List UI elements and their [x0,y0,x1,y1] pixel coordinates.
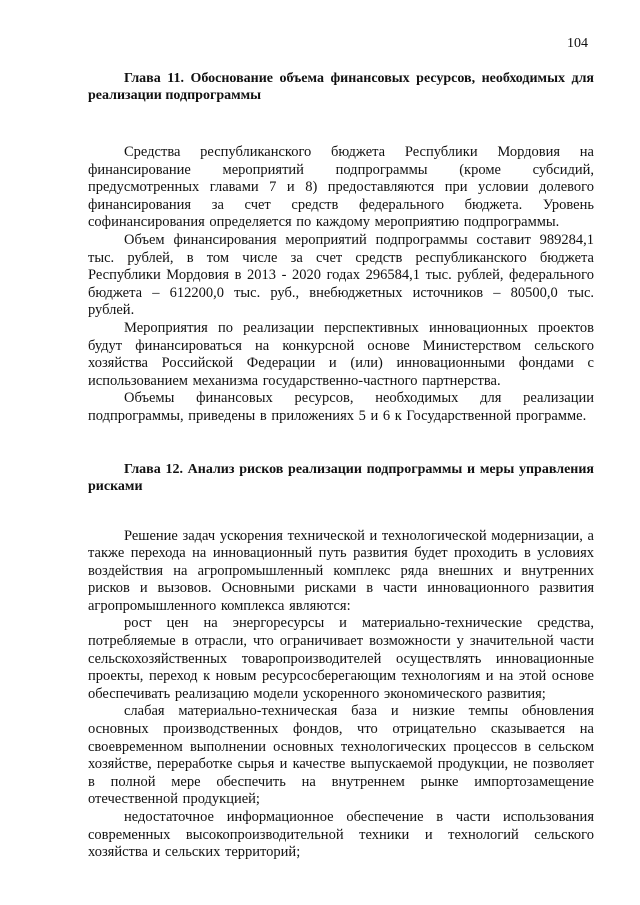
chapter-12-title: Глава 12. Анализ рисков реализации подпрограммы и меры управления рисками [88,461,594,494]
chapter-11 [88,70,594,426]
paragraph: Мероприятия по реализации перспективных инновационных проектов будут финансироваться на конкурсной основе Министерством сельского хозяйства Российской Федерации и (или) инновационными фондами с использованием механизма государственно-частного партнерства. [88,319,594,389]
paragraph: рост цен на энергоресурсы и материально-технические средства, потребляемые в отрасли, что ограничивает возможности у значительной части сельскохозяйственных товаропроизводителей осуществлять инновационные проекты, переход к новым ресурсосберегающим технологиям и на этой основе обеспечивать реализацию модели ускоренного экономического развития; [88,615,594,702]
paragraph: Объем финансирования мероприятий подпрограммы составит 989284,1 тыс. рублей, в том числе за счет средств республиканского бюджета Республики Мордовия в 2013 - 2020 годах 296584,1 тыс. рублей, федерального бюджета – 612200,0 тыс. руб., внебюджетных источников – 80500,0 тыс. рублей. [88,231,594,319]
paragraph: недостаточное информационное обеспечение в части использования современных высокопроизводительной техники и технологий сельского хозяйства и сельских территорий; [88,809,594,861]
paragraph: Решение задач ускорения технической и технологической модернизации, а также перехода на инновационный путь развития будет проходить в условиях воздействия на агропромышленный комплекс ряда внешних и внутренних рисков и вызовов. Основными рисками в части инновационного развития агропромышленного комплекса являются: [88,527,594,614]
paragraph: слабая материально-техническая база и низкие темпы обновления основных производственных фондов, что отрицательно сказывается на своевременном выполнении основных технологических процессов в сельском хозяйстве, переработке сырья и качестве выпускаемой продукции, не позволяет в полной мере обеспечить на внутреннем рынке импортозамещение отечественной продукцией; [88,703,594,808]
page-number: 104 [567,36,588,51]
paragraph: Объемы финансовых ресурсов, необходимых для реализации подпрограммы, приведены в приложениях 5 и 6 к Государственной программе. [88,390,594,424]
document-content [88,70,594,862]
chapter-12-body [88,528,594,862]
chapter-11-title: Глава 11. Обоснование объема финансовых ресурсов, необходимых для реализации подпрограммы [88,71,594,103]
section-spacer [88,426,594,461]
chapter-12 [88,461,594,862]
chapter-11-body [88,144,594,426]
paragraph: Средства республиканского бюджета Республики Мордовия на финансирование мероприятий подпрограммы (кроме субсидий, предусмотренных главами 7 и 8) предоставляются при условии долевого финансирования за счет средств федерального бюджета. Уровень софинансирования определяется по каждому мероприятию подпрограммы. [88,144,594,231]
